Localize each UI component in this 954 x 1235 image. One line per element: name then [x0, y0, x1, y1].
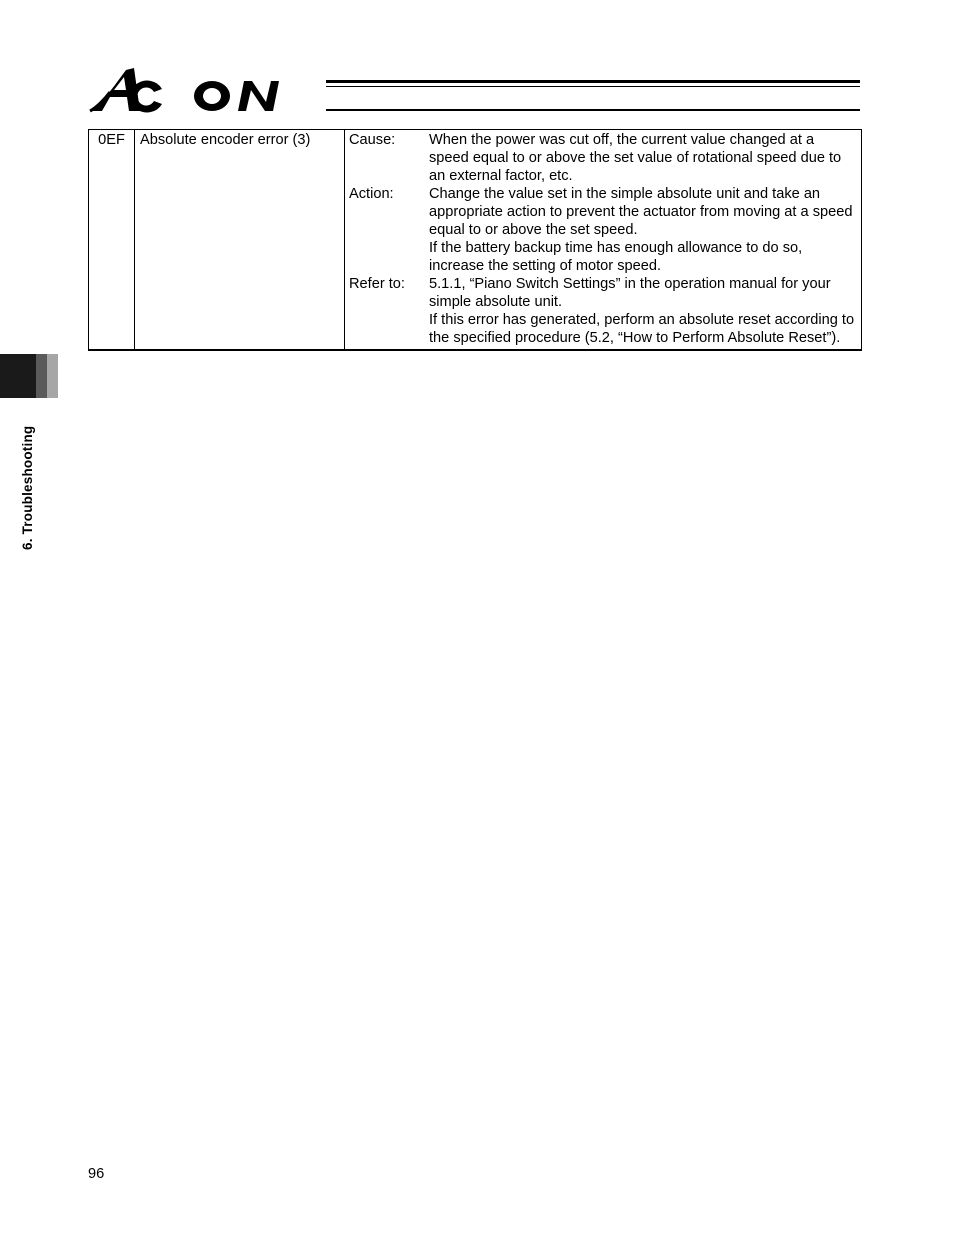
- action-label: Action:: [349, 186, 394, 202]
- action-text-2: If the battery backup time has enough allowance to do so, increase the setting of motor speed.: [429, 240, 803, 274]
- section-label: 6. Troubleshooting: [20, 425, 35, 550]
- error-name-cell: [135, 130, 345, 351]
- acon-logo: [88, 64, 328, 114]
- error-detail-cell: [345, 130, 862, 351]
- refer-row: [349, 275, 857, 347]
- cause-row: [349, 131, 857, 185]
- error-name: Absolute encoder error (3): [140, 132, 311, 148]
- error-code: 0EF: [98, 132, 125, 148]
- action-text-1: Change the value set in the simple absolute unit and take an appropriate action to prevent the actuator from moving at a speed equal to or above the set speed.: [429, 186, 853, 238]
- cause-text: When the power was cut off, the current value changed at a speed equal to or above the set value of rotational speed due to an external factor, etc.: [429, 132, 842, 184]
- refer-label: Refer to:: [349, 276, 405, 292]
- action-row: [349, 185, 857, 275]
- action-text: [429, 185, 857, 275]
- cause-label: Cause:: [349, 132, 396, 148]
- refer-text: [429, 275, 857, 347]
- refer-text-2: If this error has generated, perform an absolute reset according to the specified procedure (5.2, “How to Perform Absolute Reset”).: [429, 312, 855, 346]
- table-row: [89, 130, 862, 351]
- refer-text-1: 5.1.1, “Piano Switch Settings” in the operation manual for your simple absolute unit.: [429, 276, 831, 310]
- svg-text:ACON: ACON: [88, 64, 91, 65]
- acon-logo-graphic: [88, 64, 328, 114]
- page-number: 96: [88, 1166, 105, 1182]
- section-tab-marker: [0, 354, 58, 398]
- error-table: [88, 129, 862, 351]
- error-code-cell: [89, 130, 135, 351]
- header-rule: [326, 80, 860, 112]
